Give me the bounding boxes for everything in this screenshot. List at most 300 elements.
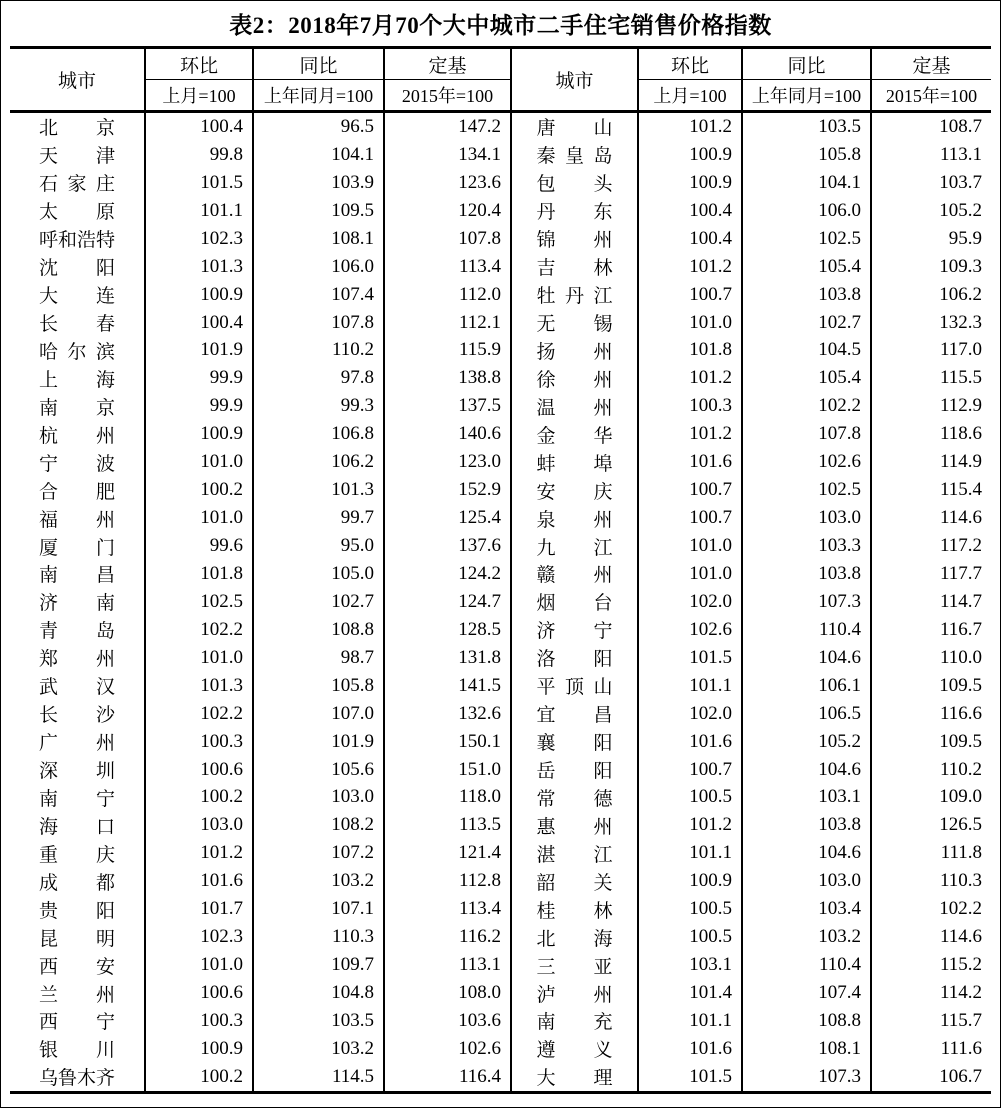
city-cell [10, 112, 145, 141]
value-cell: 111.6 [940, 1037, 982, 1059]
table-header [10, 48, 991, 112]
city-cell [511, 420, 638, 448]
city-cell [511, 784, 638, 812]
city-cell [10, 504, 145, 532]
value-cell: 101.1 [145, 197, 253, 225]
city-cell [10, 644, 145, 672]
city-cell [511, 811, 638, 839]
table-row [10, 141, 991, 169]
city-name: 唐山 [536, 118, 613, 140]
value-cell: 101.0 [145, 448, 253, 476]
value-cell: 107.1 [253, 895, 384, 923]
table-row [10, 197, 991, 225]
value-cell: 138.8 [384, 364, 511, 392]
value-cell: 106.1 [742, 672, 871, 700]
value-cell: 141.5 [384, 672, 511, 700]
city-name: 长春 [39, 314, 115, 336]
value-cell: 107.3 [742, 588, 871, 616]
city-name: 泉州 [536, 509, 613, 531]
city-cell [511, 923, 638, 951]
value-cell: 102.5 [145, 588, 253, 616]
table-row [10, 1007, 991, 1035]
value-cell: 103.8 [742, 560, 871, 588]
city-name: 惠州 [536, 816, 613, 838]
value-cell: 100.5 [638, 895, 742, 923]
value-cell: 100.9 [638, 169, 742, 197]
city-name: 厦门 [39, 537, 115, 559]
table-row [10, 756, 991, 784]
value-cell: 114.7 [939, 590, 982, 612]
value-cell: 101.0 [145, 644, 253, 672]
value-cell: 137.6 [384, 532, 511, 560]
value-cell: 96.5 [253, 112, 384, 141]
value-cell: 103.2 [253, 867, 384, 895]
value-cell: 101.2 [638, 420, 742, 448]
value-cell: 113.5 [384, 811, 511, 839]
value-cell: 101.2 [638, 811, 742, 839]
city-cell [511, 364, 638, 392]
value-cell: 107.2 [253, 839, 384, 867]
city-cell [511, 476, 638, 504]
value-cell: 100.4 [145, 112, 253, 141]
city-name: 南宁 [39, 788, 115, 810]
city-cell [10, 197, 145, 225]
value-cell: 103.0 [253, 784, 384, 812]
city-name: 韶关 [536, 872, 613, 894]
table-row [10, 588, 991, 616]
table-row [10, 728, 991, 756]
table-row [10, 1063, 991, 1092]
city-cell [10, 616, 145, 644]
table-row [10, 112, 991, 141]
value-cell: 123.6 [384, 169, 511, 197]
city-cell [10, 392, 145, 420]
city-name: 遵义 [536, 1040, 613, 1062]
city-name: 金华 [536, 425, 613, 447]
city-name: 西安 [39, 956, 115, 978]
city-cell [511, 225, 638, 253]
table-row [10, 700, 991, 728]
city-name: 丹东 [536, 202, 613, 224]
value-cell: 102.3 [145, 225, 253, 253]
value-cell: 110.2 [939, 758, 982, 780]
city-cell [511, 560, 638, 588]
value-cell: 109.5 [939, 674, 982, 696]
table-body [10, 112, 991, 1093]
header-row-sub [10, 80, 991, 112]
value-cell: 108.8 [742, 1007, 871, 1035]
value-cell: 103.0 [742, 504, 871, 532]
value-cell: 100.6 [145, 756, 253, 784]
value-cell: 150.1 [384, 728, 511, 756]
table-title: 表2：2018年7月70个大中城市二手住宅销售价格指数 [229, 13, 772, 38]
city-name: 平顶山 [536, 677, 613, 699]
subheader-mom-right: 上月=100 [638, 80, 742, 112]
city-name: 兰州 [39, 984, 115, 1006]
value-cell: 101.2 [638, 112, 742, 141]
value-cell: 101.8 [145, 560, 253, 588]
value-cell: 103.5 [742, 112, 871, 141]
value-cell: 104.1 [742, 169, 871, 197]
city-cell [10, 588, 145, 616]
value-cell: 106.2 [253, 448, 384, 476]
value-cell: 110.3 [939, 870, 982, 892]
value-cell: 109.5 [939, 730, 982, 752]
table-row [10, 672, 991, 700]
city-cell [10, 1035, 145, 1063]
city-name: 蚌埠 [536, 453, 613, 475]
value-cell: 113.4 [384, 895, 511, 923]
value-cell: 124.2 [384, 560, 511, 588]
value-cell: 102.0 [638, 588, 742, 616]
value-cell: 102.7 [742, 309, 871, 337]
header-base-left: 定基 [384, 48, 511, 80]
city-cell [511, 839, 638, 867]
city-name: 广州 [39, 733, 115, 755]
table-row [10, 560, 991, 588]
city-name: 泸州 [536, 984, 613, 1006]
value-cell: 134.1 [384, 141, 511, 169]
value-cell: 114.2 [939, 982, 982, 1004]
value-cell: 101.6 [638, 728, 742, 756]
city-cell [10, 672, 145, 700]
value-cell: 116.4 [384, 1063, 511, 1092]
value-cell: 108.1 [742, 1035, 871, 1063]
value-cell: 126.5 [939, 814, 982, 836]
value-cell: 100.2 [145, 1063, 253, 1092]
value-cell: 107.3 [742, 1063, 871, 1092]
table-row [10, 225, 991, 253]
table-row [10, 420, 991, 448]
city-name: 呼和浩特 [39, 230, 116, 252]
city-name: 宜昌 [536, 705, 613, 727]
city-name: 牡丹江 [536, 286, 613, 308]
city-cell [10, 337, 145, 365]
value-cell: 107.0 [253, 700, 384, 728]
value-cell: 100.4 [145, 309, 253, 337]
city-cell [511, 700, 638, 728]
value-cell: 102.3 [145, 923, 253, 951]
value-cell: 99.8 [145, 141, 253, 169]
table-row [10, 616, 991, 644]
city-cell [511, 588, 638, 616]
city-cell [511, 504, 638, 532]
city-cell [511, 532, 638, 560]
value-cell: 105.0 [253, 560, 384, 588]
value-cell: 103.7 [939, 171, 982, 193]
table-row [10, 839, 991, 867]
value-cell: 112.1 [384, 309, 511, 337]
table-row [10, 504, 991, 532]
value-cell: 108.2 [253, 811, 384, 839]
city-cell [10, 979, 145, 1007]
value-cell: 147.2 [384, 112, 511, 141]
value-cell: 106.0 [742, 197, 871, 225]
value-cell: 104.8 [253, 979, 384, 1007]
city-cell [10, 532, 145, 560]
value-cell: 102.7 [253, 588, 384, 616]
city-cell [511, 392, 638, 420]
value-cell: 101.5 [145, 169, 253, 197]
value-cell: 99.9 [145, 392, 253, 420]
city-name: 哈尔滨 [39, 341, 115, 363]
value-cell: 104.6 [742, 756, 871, 784]
value-cell: 101.9 [145, 337, 253, 365]
city-cell [10, 476, 145, 504]
value-cell: 101.0 [145, 504, 253, 532]
city-cell [511, 867, 638, 895]
city-cell [10, 700, 145, 728]
value-cell: 117.7 [939, 562, 982, 584]
value-cell: 102.6 [384, 1035, 511, 1063]
city-cell [511, 728, 638, 756]
city-cell [511, 112, 638, 141]
value-cell: 100.9 [638, 867, 742, 895]
city-name: 成都 [39, 872, 115, 894]
value-cell: 106.5 [742, 700, 871, 728]
city-cell [10, 141, 145, 169]
city-name: 深圳 [39, 761, 115, 783]
value-cell: 105.2 [742, 728, 871, 756]
value-cell: 100.7 [638, 281, 742, 309]
value-cell: 107.8 [742, 420, 871, 448]
city-cell [511, 644, 638, 672]
city-name: 太原 [39, 202, 115, 224]
city-name: 西宁 [39, 1012, 115, 1034]
city-cell [10, 951, 145, 979]
value-cell: 101.9 [253, 728, 384, 756]
value-cell: 108.0 [384, 979, 511, 1007]
value-cell: 107.4 [742, 979, 871, 1007]
value-cell: 101.1 [638, 672, 742, 700]
value-cell: 100.9 [145, 1035, 253, 1063]
subheader-mom-left: 上月=100 [145, 80, 253, 112]
value-cell: 111.8 [940, 842, 982, 864]
value-cell: 103.0 [145, 811, 253, 839]
table-row [10, 392, 991, 420]
city-cell [10, 923, 145, 951]
value-cell: 101.0 [638, 532, 742, 560]
header-city-left: 城市 [10, 48, 145, 112]
table-row [10, 532, 991, 560]
city-name: 贵阳 [39, 900, 115, 922]
value-cell: 101.6 [638, 1035, 742, 1063]
city-name: 无锡 [536, 314, 613, 336]
subheader-base-left: 2015年=100 [384, 80, 511, 112]
city-name: 昆明 [39, 928, 115, 950]
value-cell: 103.2 [253, 1035, 384, 1063]
city-name: 扬州 [536, 341, 613, 363]
city-name: 石家庄 [39, 174, 115, 196]
value-cell: 100.7 [638, 476, 742, 504]
value-cell: 104.1 [253, 141, 384, 169]
value-cell: 103.3 [742, 532, 871, 560]
value-cell: 104.6 [742, 644, 871, 672]
value-cell: 120.4 [384, 197, 511, 225]
header-mom-left: 环比 [145, 48, 253, 80]
value-cell: 109.3 [939, 255, 982, 277]
city-cell [511, 309, 638, 337]
value-cell: 100.2 [145, 784, 253, 812]
value-cell: 106.0 [253, 253, 384, 281]
table-row [10, 811, 991, 839]
city-cell [10, 811, 145, 839]
city-name: 安庆 [536, 481, 613, 503]
city-name: 温州 [536, 397, 613, 419]
city-cell [10, 1007, 145, 1035]
city-name: 湛江 [536, 844, 613, 866]
value-cell: 101.3 [145, 253, 253, 281]
value-cell: 108.7 [939, 115, 982, 137]
value-cell: 101.2 [145, 839, 253, 867]
table-row [10, 644, 991, 672]
city-name: 襄阳 [536, 733, 613, 755]
value-cell: 101.1 [638, 839, 742, 867]
value-cell: 110.3 [253, 923, 384, 951]
value-cell: 110.4 [742, 616, 871, 644]
city-cell [511, 197, 638, 225]
value-cell: 101.6 [145, 867, 253, 895]
value-cell: 109.0 [939, 786, 982, 808]
table-row [10, 364, 991, 392]
table-row [10, 923, 991, 951]
city-name: 九江 [536, 537, 613, 559]
value-cell: 106.8 [253, 420, 384, 448]
value-cell: 109.5 [253, 197, 384, 225]
city-cell [10, 364, 145, 392]
city-name: 乌鲁木齐 [39, 1068, 116, 1090]
city-name: 上海 [39, 369, 115, 391]
value-cell: 112.0 [384, 281, 511, 309]
value-cell: 100.7 [638, 504, 742, 532]
city-name: 北京 [39, 118, 115, 140]
city-name: 青岛 [39, 621, 115, 643]
city-cell [511, 979, 638, 1007]
value-cell: 102.6 [742, 448, 871, 476]
city-cell [511, 1035, 638, 1063]
value-cell: 101.0 [638, 309, 742, 337]
value-cell: 112.8 [384, 867, 511, 895]
value-cell: 152.9 [384, 476, 511, 504]
value-cell: 114.5 [253, 1063, 384, 1092]
value-cell: 124.7 [384, 588, 511, 616]
city-name: 桂林 [536, 900, 613, 922]
value-cell: 116.6 [939, 702, 982, 724]
value-cell: 101.0 [145, 951, 253, 979]
value-cell: 100.9 [638, 141, 742, 169]
city-cell [10, 225, 145, 253]
value-cell: 118.0 [384, 784, 511, 812]
value-cell: 100.3 [145, 728, 253, 756]
city-name: 重庆 [39, 844, 115, 866]
city-name: 济宁 [536, 621, 613, 643]
city-cell [511, 141, 638, 169]
city-name: 海口 [39, 816, 115, 838]
city-name: 包头 [536, 174, 613, 196]
value-cell: 106.7 [939, 1065, 982, 1087]
table-row [10, 867, 991, 895]
value-cell: 101.0 [638, 560, 742, 588]
city-name: 宁波 [39, 453, 115, 475]
value-cell: 110.2 [253, 337, 384, 365]
value-cell: 123.0 [384, 448, 511, 476]
value-cell: 112.9 [939, 395, 982, 417]
city-name: 徐州 [536, 369, 613, 391]
value-cell: 107.8 [384, 225, 511, 253]
city-cell [10, 784, 145, 812]
header-mom-right: 环比 [638, 48, 742, 80]
value-cell: 100.2 [145, 476, 253, 504]
value-cell: 101.3 [253, 476, 384, 504]
value-cell: 114.6 [939, 507, 982, 529]
value-cell: 102.2 [145, 616, 253, 644]
value-cell: 103.1 [638, 951, 742, 979]
header-row-main [10, 48, 991, 80]
city-cell [511, 895, 638, 923]
city-name: 福州 [39, 509, 115, 531]
value-cell: 131.8 [384, 644, 511, 672]
value-cell: 117.0 [939, 339, 982, 361]
value-cell: 121.4 [384, 839, 511, 867]
value-cell: 105.8 [742, 141, 871, 169]
city-name: 南昌 [39, 565, 115, 587]
value-cell: 99.7 [253, 504, 384, 532]
city-cell [511, 448, 638, 476]
table-row [10, 476, 991, 504]
city-cell [10, 839, 145, 867]
city-cell [10, 560, 145, 588]
value-cell: 113.1 [939, 143, 982, 165]
city-cell [511, 616, 638, 644]
value-cell: 97.8 [253, 364, 384, 392]
value-cell: 109.7 [253, 951, 384, 979]
value-cell: 100.5 [638, 923, 742, 951]
header-base-right: 定基 [871, 48, 991, 80]
header-city-right: 城市 [511, 48, 638, 112]
value-cell: 104.6 [742, 839, 871, 867]
value-cell: 107.8 [253, 309, 384, 337]
value-cell: 100.5 [638, 784, 742, 812]
city-cell [10, 253, 145, 281]
value-cell: 113.4 [384, 253, 511, 281]
value-cell: 102.2 [742, 392, 871, 420]
value-cell: 101.4 [638, 979, 742, 1007]
value-cell: 132.3 [939, 311, 982, 333]
value-cell: 102.5 [742, 225, 871, 253]
subheader-yoy-right: 上年同月=100 [742, 80, 871, 112]
value-cell: 103.5 [253, 1007, 384, 1035]
value-cell: 100.9 [145, 281, 253, 309]
value-cell: 100.9 [145, 420, 253, 448]
header-yoy-right: 同比 [742, 48, 871, 80]
table-row [10, 169, 991, 197]
city-cell [10, 895, 145, 923]
value-cell: 103.2 [742, 923, 871, 951]
value-cell: 132.6 [384, 700, 511, 728]
value-cell: 113.1 [384, 951, 511, 979]
value-cell: 103.8 [742, 811, 871, 839]
value-cell: 95.9 [948, 227, 982, 249]
value-cell: 116.2 [384, 923, 511, 951]
city-name: 武汉 [39, 677, 115, 699]
subheader-base-right: 2015年=100 [871, 80, 991, 112]
value-cell: 115.5 [939, 367, 982, 389]
table-row [10, 253, 991, 281]
value-cell: 118.6 [939, 423, 982, 445]
city-cell [511, 672, 638, 700]
value-cell: 115.2 [939, 954, 982, 976]
value-cell: 151.0 [384, 756, 511, 784]
